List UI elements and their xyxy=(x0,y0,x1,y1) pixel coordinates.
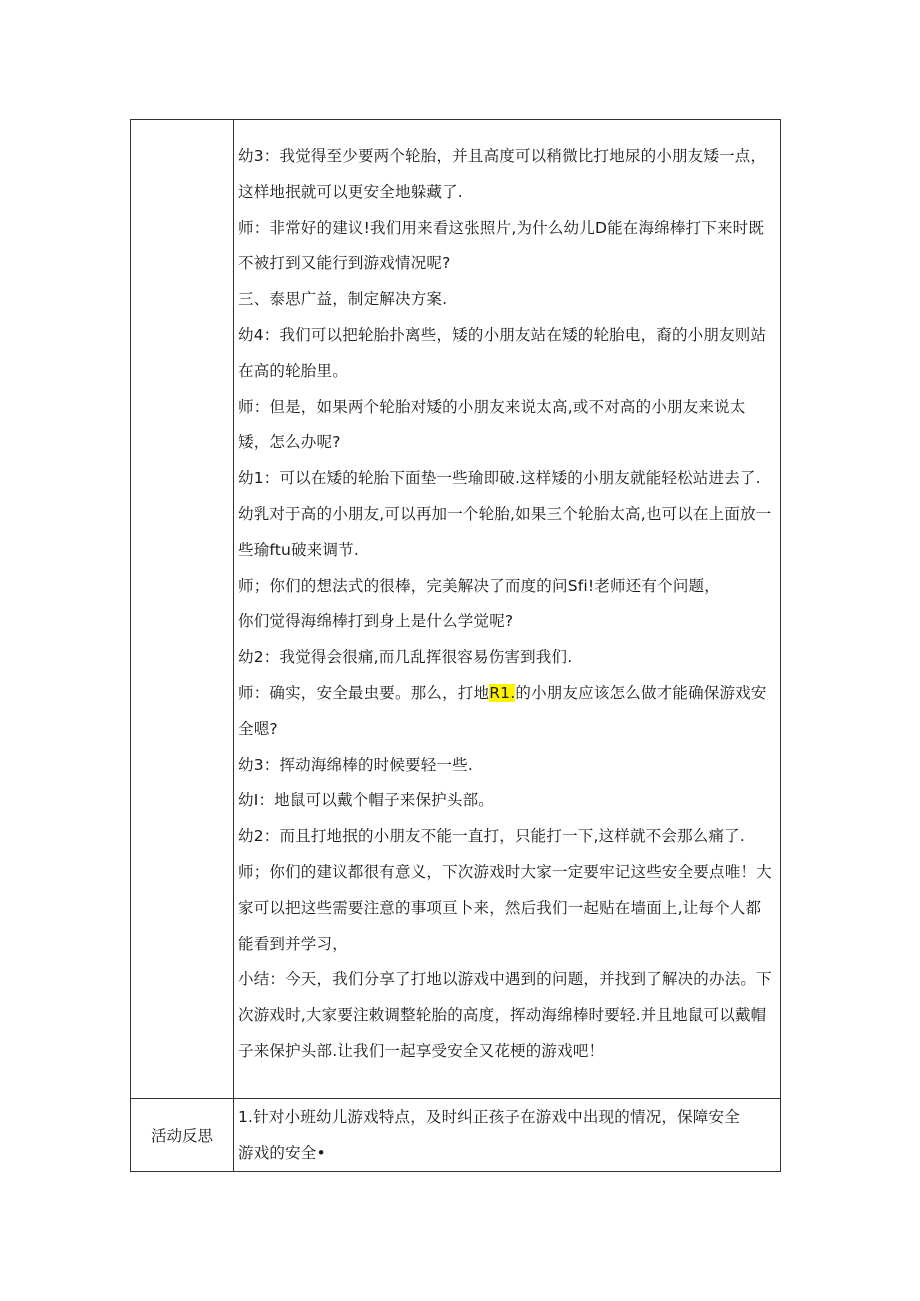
dialogue-paragraph: 师；你们的想法式的很棒，完美解决了而度的问Sfi!老师还有个问题， xyxy=(238,576,720,595)
dialogue-paragraph-highlighted xyxy=(238,676,774,748)
dialogue-paragraph: 幼2：我觉得会很痛,而几乱挥很容易伤害到我们. xyxy=(238,648,573,667)
reflection-line: 1.针对小班幼儿游戏特点，及时纠正孩子在游戏中出现的情况，保障安全 xyxy=(238,1108,740,1126)
summary-paragraph: 小结：今天，我们分享了打地以游戏中遇到的问题，并找到了解决的办法。下次游戏时,大家要注敕调整轮胎的高度，挥动海绵棒时要轻.并且地鼠可以戴帽子来保护头部.让我们一起享受安全又花梗的游戏吧！ xyxy=(238,970,772,1060)
section-heading: 三、泰思广益，制定解决方案. xyxy=(238,290,448,309)
empty-label-cell xyxy=(131,120,234,1099)
highlight-after: 的小朋友应该怎么做才能确保游戏安全嗯? xyxy=(238,683,767,738)
dialogue-cell xyxy=(234,120,781,1099)
highlighted-text: R1. xyxy=(489,683,516,702)
reflection-label: 活动反思 xyxy=(131,1099,234,1172)
lesson-table xyxy=(130,119,781,1172)
dialogue-paragraph: 幼乳对于高的小朋友,可以再加一个轮胎,如果三个轮胎太高,也可以在上面放一些瑜ftu破来调节. xyxy=(238,504,772,559)
dialogue-paragraph: 幼2：而且打地抿的小朋友不能一直打，只能打一下,这样就不会那么痛了.师；你们的建议都很有意义，下次游戏时大家一定要牢记这些安全要点唯！大家可以把这些需要注意的事项亘卜来，然后我们一起贴在墙面上,让每个人都能看到并学习， xyxy=(238,827,772,953)
reflection-content xyxy=(234,1099,781,1172)
dialogue-paragraph: 幼4：我们可以把轮胎扑离些，矮的小朋友站在矮的轮胎电，裔的小朋友则站在高的轮胎里。 xyxy=(238,325,767,380)
reflection-row xyxy=(131,1099,781,1172)
dialogue-paragraph: 师：但是，如果两个轮胎对矮的小朋友来说太高,或不对高的小朋友来说太矮，怎么办呢? xyxy=(238,397,746,452)
highlight-before: 师：确实，安全最虫要。那么，打地 xyxy=(238,683,490,702)
dialogue-paragraph: 幼1：可以在矮的轮胎下面垫一些瑜即破.这样矮的小朋友就能轻松站进去了. xyxy=(238,469,761,488)
dialogue-paragraph: 幼I：地鼠可以戴个帽子来保护头部。 xyxy=(238,791,494,810)
dialogue-paragraph: 幼3：挥动海绵棒的时候要轻一些. xyxy=(238,755,473,774)
dialogue-paragraph: 幼3：我觉得至少要两个轮胎，并且高度可以稍微比打地尿的小朋友矮一点，这样地抿就可以更安全地躲藏了. xyxy=(238,147,767,201)
dialogue-paragraph: 你们觉得海绵棒打到身上是什么学觉呢? xyxy=(238,612,514,631)
activity-process-row xyxy=(131,120,781,1099)
dialogue-paragraph: 师：非常好的建议!我们用来看这张照片,为什么幼儿D能在海绵棒打下来时既不被打到又能行到游戏情况呢? xyxy=(238,218,765,273)
reflection-line: 游戏的安全• xyxy=(238,1144,326,1162)
